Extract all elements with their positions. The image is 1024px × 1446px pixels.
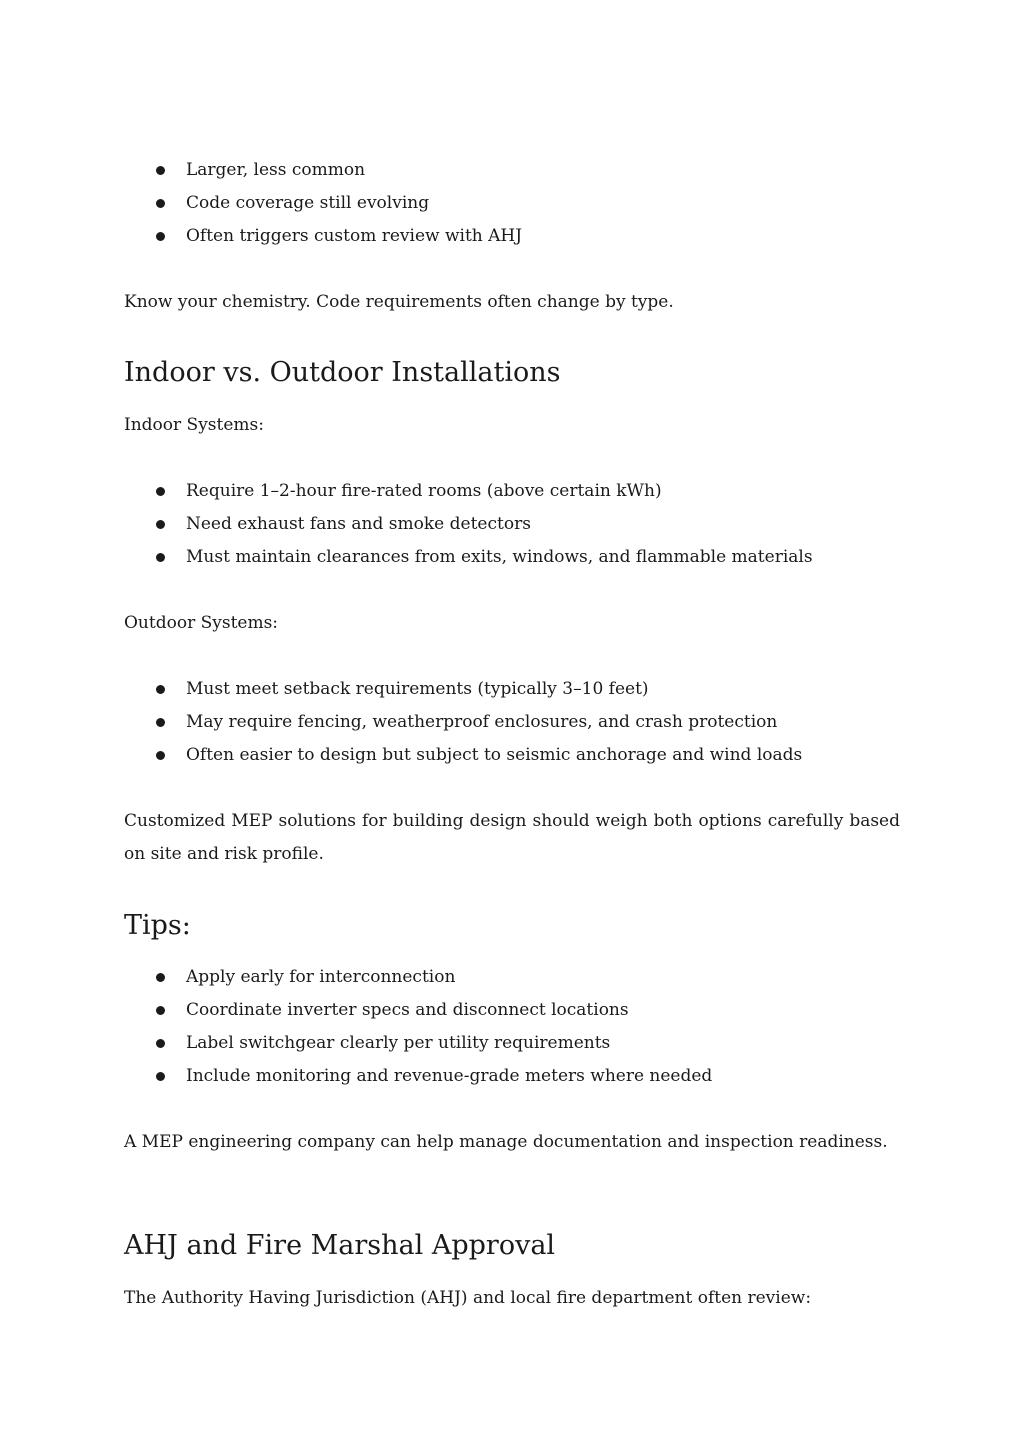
- bullet-icon: [156, 718, 165, 727]
- list-item: [150, 994, 712, 1027]
- list-item: [150, 508, 813, 541]
- list-item-text: May require fencing, weatherproof enclosures, and crash protection: [186, 712, 778, 732]
- list-item: [150, 187, 522, 220]
- bullet-icon: [156, 487, 165, 496]
- list-item: [150, 541, 813, 574]
- bullet-list-tips: [150, 961, 712, 1093]
- paragraph-chemistry: Know your chemistry. Code requirements often change by type.: [124, 292, 674, 312]
- bullet-icon: [156, 520, 165, 529]
- bullet-list-indoor: [150, 475, 813, 574]
- list-item-text: Often easier to design but subject to seismic anchorage and wind loads: [186, 745, 803, 765]
- heading-ahj-approval: AHJ and Fire Marshal Approval: [124, 1230, 556, 1261]
- list-item: [150, 961, 712, 994]
- bullet-icon: [156, 1072, 165, 1081]
- paragraph-ahj-review: The Authority Having Jurisdiction (AHJ) and local fire department often review:: [124, 1288, 812, 1308]
- list-item: [150, 1060, 712, 1093]
- list-item: [150, 739, 802, 772]
- list-item-text: Larger, less common: [186, 160, 366, 180]
- bullet-list-top: [150, 154, 522, 253]
- bullet-icon: [156, 751, 165, 760]
- list-item: [150, 706, 802, 739]
- list-item: [150, 220, 522, 253]
- paragraph-customized-mep: Customized MEP solutions for building design should weigh both options carefully based on site and risk profile.: [124, 811, 900, 864]
- bullet-icon: [156, 1006, 165, 1015]
- list-item-text: Include monitoring and revenue-grade meters where needed: [186, 1066, 713, 1086]
- list-item-text: Coordinate inverter specs and disconnect locations: [186, 1000, 629, 1020]
- paragraph-mep-company: A MEP engineering company can help manage documentation and inspection readiness.: [124, 1132, 888, 1152]
- bullet-icon: [156, 685, 165, 694]
- bullet-icon: [156, 973, 165, 982]
- heading-tips: Tips:: [124, 910, 191, 941]
- bullet-icon: [156, 553, 165, 562]
- list-item: [150, 154, 522, 187]
- label-indoor-systems: Indoor Systems:: [124, 415, 264, 435]
- list-item: [150, 475, 813, 508]
- bullet-list-outdoor: [150, 673, 802, 772]
- list-item-text: Require 1–2-hour fire-rated rooms (above certain kWh): [186, 481, 662, 501]
- list-item-text: Need exhaust fans and smoke detectors: [186, 514, 531, 534]
- label-outdoor-systems: Outdoor Systems:: [124, 613, 279, 633]
- bullet-icon: [156, 199, 165, 208]
- list-item-text: Label switchgear clearly per utility requirements: [186, 1033, 611, 1053]
- list-item-text: Code coverage still evolving: [186, 193, 430, 213]
- list-item: [150, 1027, 712, 1060]
- bullet-icon: [156, 166, 165, 175]
- heading-indoor-outdoor: Indoor vs. Outdoor Installations: [124, 357, 561, 388]
- list-item-text: Apply early for interconnection: [186, 967, 456, 987]
- bullet-icon: [156, 232, 165, 241]
- list-item-text: Often triggers custom review with AHJ: [186, 226, 523, 246]
- list-item-text: Must maintain clearances from exits, windows, and flammable materials: [186, 547, 813, 567]
- list-item: [150, 673, 802, 706]
- bullet-icon: [156, 1039, 165, 1048]
- list-item-text: Must meet setback requirements (typically 3–10 feet): [186, 679, 649, 699]
